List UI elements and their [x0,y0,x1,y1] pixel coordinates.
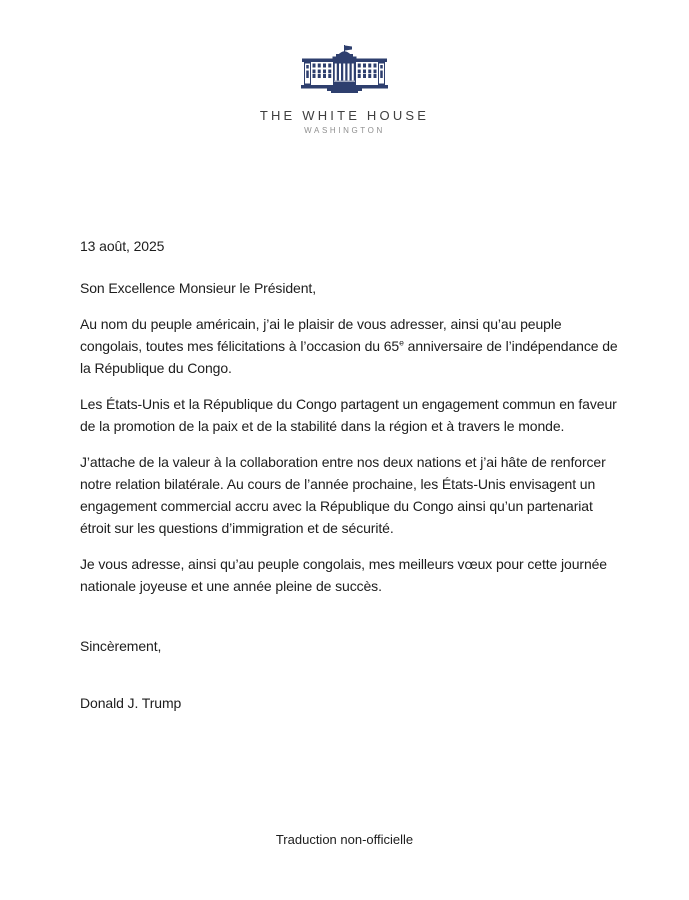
closing: Sincèrement, [80,638,162,654]
footer-note: Traduction non-officielle [275,832,414,847]
letter-body [0,235,689,714]
paragraph-1 [80,313,625,379]
ordinal-superscript: e [399,337,404,348]
letterhead-title: THE WHITE HOUSE [259,108,430,123]
letterhead [0,45,689,135]
salutation: Son Excellence Monsieur le Président, [80,280,316,296]
paragraph-3: J’attache de la valeur à la collaboration entre nos deux nations et j’ai hâte de renforcer notre relation bilatérale. Au cours de l’année prochaine, les États-Unis envisagent un engagement commercial accru avec la République du Congo ainsi qu’un partenariat étroit sur les questions d’immigration et de sécurité. [80,454,606,536]
letterhead-subtitle: WASHINGTON [304,126,385,135]
letter-date: 13 août, 2025 [80,238,165,254]
signature-name: Donald J. Trump [80,695,182,711]
white-house-building-icon [297,45,392,95]
paragraph-2: Les États-Unis et la République du Congo partagent un engagement commun en faveur de la promotion de la paix et de la stabilité dans la région et à travers le monde. [80,396,617,434]
paragraph-1-text: Au nom du peuple américain, j’ai le plaisir de vous adresser, ainsi qu’au peuple congolais, toutes mes félicitations à l’occasion du 65 [80,316,562,354]
paragraph-1-text-after: anniversaire de l’indépendance de la République du Congo. [80,338,618,376]
paragraph-4: Je vous adresse, ainsi qu’au peuple congolais, mes meilleurs vœux pour cette journée nationale joyeuse et une année pleine de succès. [80,556,607,594]
